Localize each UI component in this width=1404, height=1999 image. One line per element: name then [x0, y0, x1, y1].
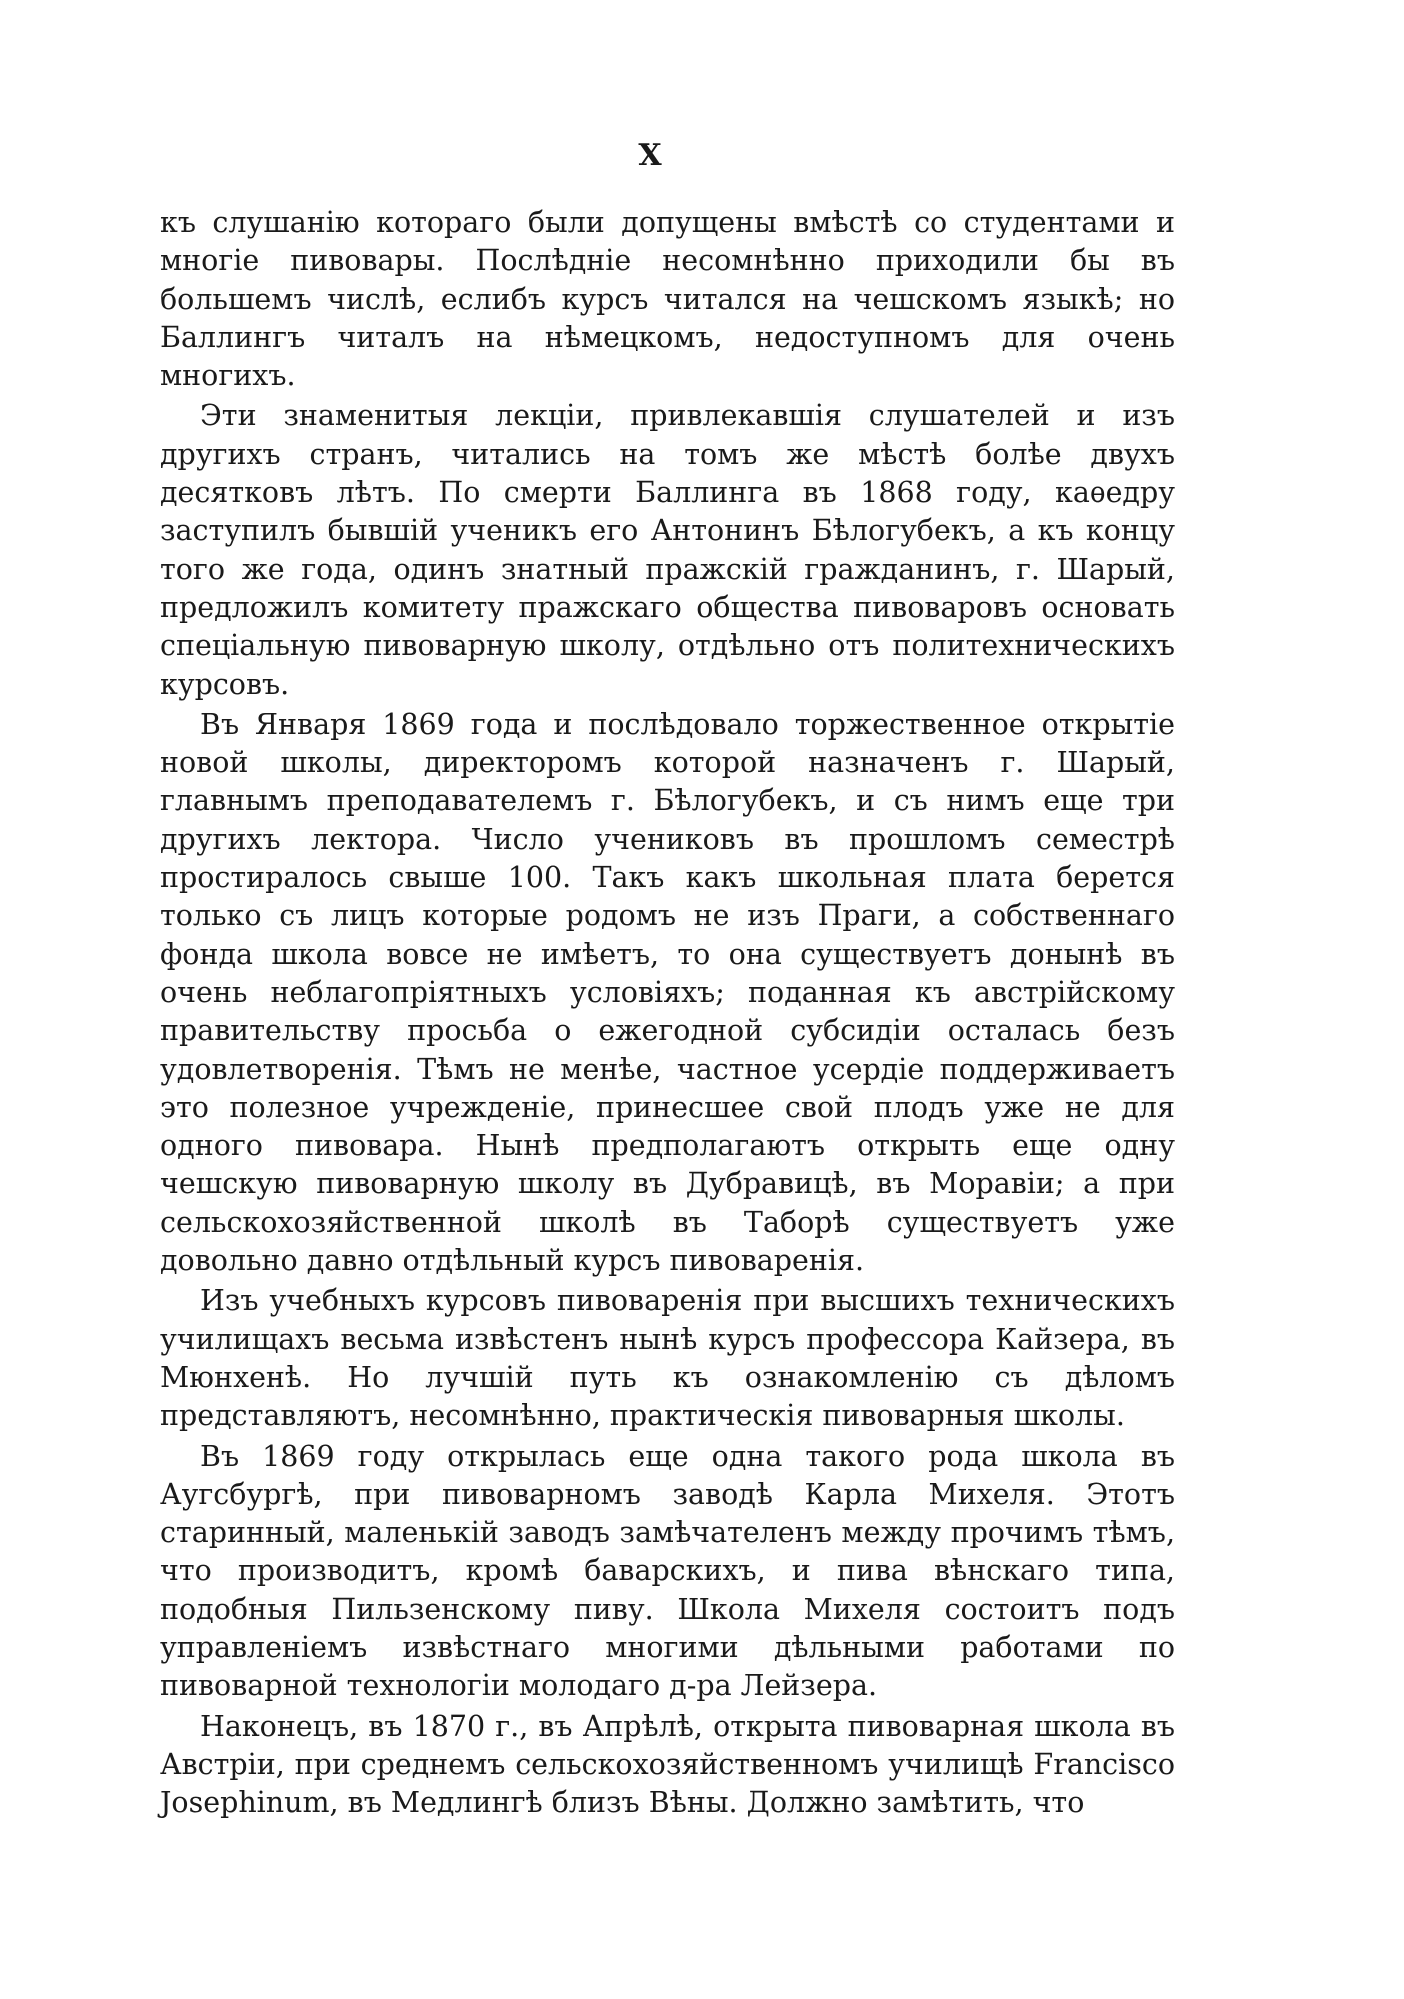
paragraph-1: къ слушанію котораго были допущены вмѣстѣ со студентами и многіе пивовары. Послѣдніе несомнѣнно приходили бы въ большемъ числѣ, еслибъ курсъ читался на чешскомъ языкѣ; но Баллингъ читалъ на нѣмецкомъ, недоступномъ для очень многихъ. [160, 206, 1175, 393]
paragraph-2: Эти знаменитыя лекціи, привлекавшія слушателей и изъ другихъ странъ, читались на томъ же мѣстѣ болѣе двухъ десятковъ лѣтъ. По смерти Баллинга въ 1868 году, каѳедру заступилъ бывшій ученикъ его Антонинъ Бѣлогубекъ, а къ концу того же года, одинъ знатный пражскій гражданинъ, г. Шарый, предложилъ комитету пражскаго общества пивоваровъ основать спеціальную пивоварную школу, отдѣльно отъ политехническихъ курсовъ. [160, 399, 1175, 701]
paragraph-4: Изъ учебныхъ курсовъ пивоваренія при высшихъ техническихъ училищахъ весьма извѣстенъ нынѣ курсъ профессора Кайзера, въ Мюнхенѣ. Но лучшій путь къ ознакомленію съ дѣломъ представляютъ, несомнѣнно, практическія пивоварныя школы. [160, 1284, 1175, 1433]
body-text [160, 204, 1175, 1824]
paragraph-5: Въ 1869 году открылась еще одна такого рода школа въ Аугсбургѣ, при пивоварномъ заводѣ Карла Михеля. Этотъ старинный, маленькій заводъ замѣчателенъ между прочимъ тѣмъ, что производитъ, кромѣ баварскихъ, и пива вѣнскаго типа, подобныя Пильзенскому пиву. Школа Михеля состоитъ подъ управленіемъ извѣстнаго многими дѣльными работами по пивоварной технологіи молодаго д-ра Лейзера. [160, 1439, 1175, 1703]
paragraph-3: Въ Января 1869 года и послѣдовало торжественное открытіе новой школы, директоромъ которой назначенъ г. Шарый, главнымъ преподавателемъ г. Бѣлогубекъ, и съ нимъ еще три другихъ лектора. Число учениковъ въ прошломъ семестрѣ простиралось свыше 100. Такъ какъ школьная плата берется только съ лицъ которые родомъ не изъ Праги, а собственнаго фонда школа вовсе не имѣетъ, то она существуетъ донынѣ въ очень неблагопріятныхъ условіяхъ; поданная къ австрійскому правительству просьба о ежегодной субсидіи осталась безъ удовлетворенія. Тѣмъ не менѣе, частное усердіе поддерживаетъ это полезное учрежденіе, принесшее свой плодъ уже не для одного пивовара. Нынѣ предполагаютъ открыть еще одну чешскую пивоварную школу въ Дубравицѣ, въ Моравіи; а при сельскохозяйственной школѣ въ Таборѣ существуетъ уже довольно давно отдѣльный курсъ пивоваренія. [160, 707, 1175, 1278]
page-number: X [638, 138, 662, 173]
paragraph-6: Наконецъ, въ 1870 г., въ Апрѣлѣ, открыта пивоварная школа въ Австріи, при среднемъ сельскохозяйственномъ училищѣ Francisco Josephinum, въ Медлингѣ близъ Вѣны. Должно замѣтить, что [160, 1709, 1175, 1820]
